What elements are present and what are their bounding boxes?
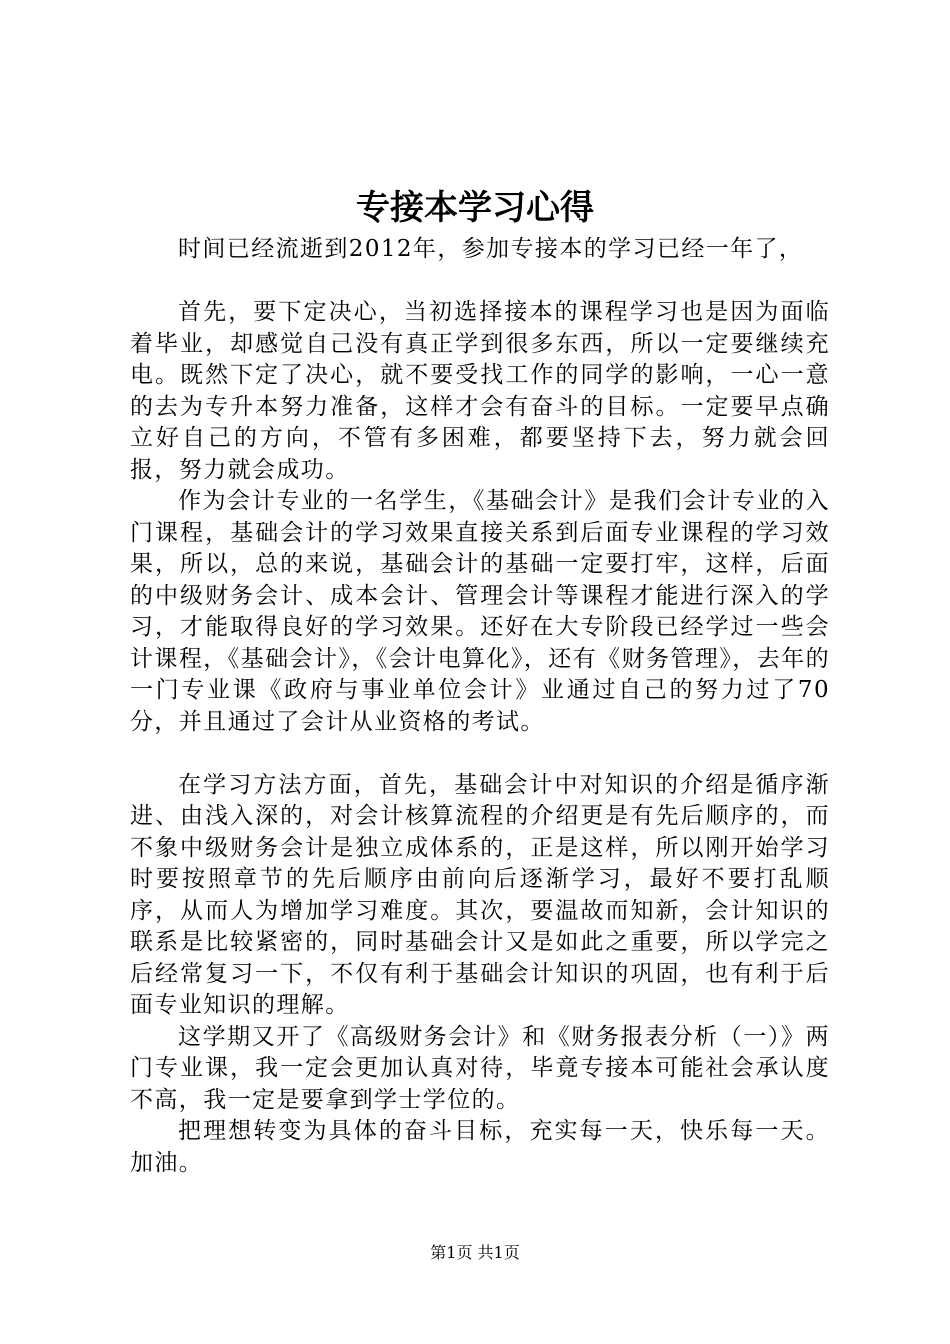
paragraph-determination: 首先，要下定决心，当初选择接本的课程学习也是因为面临着毕业，却感觉自己没有真正学到很多东西，所以一定要继续充电。既然下定了决心，就不要受找工作的同学的影响，一心一意的去为专升本努力准备，这样才会有奋斗的目标。一定要早点确立好自己的方向，不管有多困难，都要坚持下去，努力就会回报，努力就会成功。 [130,299,830,483]
paragraph-study-method: 在学习方法方面，首先，基础会计中对知识的介绍是循序渐进、由浅入深的，对会计核算流程的介绍更是有先后顺序的，而不象中级财务会计是独立成体系的，正是这样，所以刚开始学习时要按照章节的先后顺序由前向后逐渐学习，最好不要打乱顺序，从而人为增加学习难度。其次，要温故而知新，会计知识的联系是比较紧密的，同时基础会计又是如此之重要，所以学完之后经常复习一下，不仅有利于基础会计知识的巩固，也有利于后面专业知识的理解。 [130,771,830,1018]
document-title: 专接本学习心得 [356,188,594,228]
paragraph-this-semester: 这学期又开了《高级财务会计》和《财务报表分析（一）》两门专业课，我一定会更加认真对待，毕竟专接本可能社会承认度不高，我一定是要拿到学士学位的。 [130,1023,830,1113]
paragraph-basic-accounting: 作为会计专业的一名学生，《基础会计》是我们会计专业的入门课程，基础会计的学习效果直接关系到后面专业课程的学习效果，所以，总的来说，基础会计的基础一定要打牢，这样，后面的中级财务会计、成本会计、管理会计等课程才能进行深入的学习，才能取得良好的学习效果。还好在大专阶段已经学过一些会计课程，《基础会计》，《会计电算化》，还有《财务管理》，去年的一门专业课《政府与事业单位会计》业通过自己的努力过了70分，并且通过了会计从业资格的考试。 [130,488,830,735]
paragraph-conclusion: 把理想转变为具体的奋斗目标，充实每一天，快乐每一天。加油。 [130,1118,830,1176]
document-body [130,234,830,1179]
page-footer: 第1页 共1页 [430,1243,520,1262]
paragraph-intro: 时间已经流逝到2012年，参加专接本的学习已经一年了， [178,236,804,262]
